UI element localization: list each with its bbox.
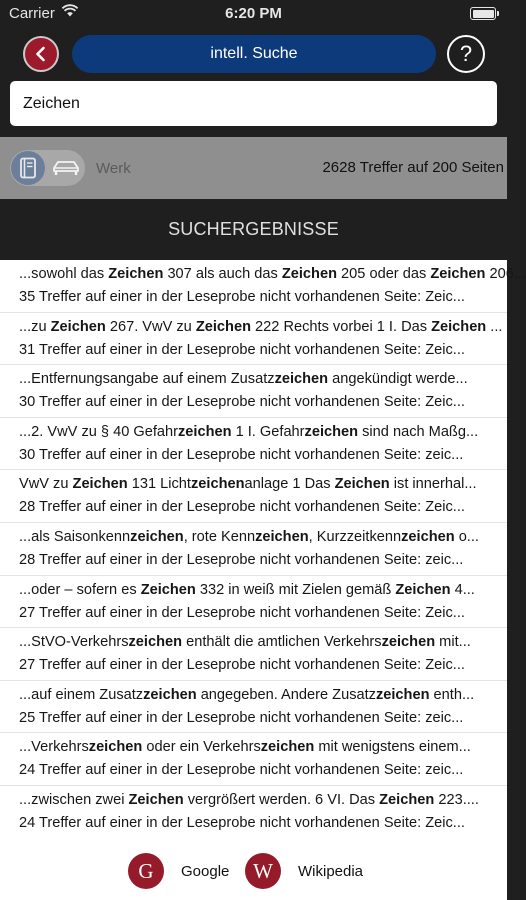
result-info: 27 Treffer auf einer in der Leseprobe nicht vorhandenen Seite: Zeic... <box>19 657 465 674</box>
snippet-text: 206... <box>485 266 526 282</box>
snippet-highlight: zeichen <box>130 528 184 545</box>
snippet-highlight: Zeichen <box>431 318 487 335</box>
result-snippet <box>19 789 489 812</box>
snippet-text: , Kurzzeitkenn <box>308 528 402 545</box>
snippet-text: ...zu <box>19 318 51 335</box>
snippet-highlight: Zeichen <box>334 476 390 493</box>
result-info: 30 Treffer auf einer in der Leseprobe nicht vorhandenen Seite: zeic... <box>19 446 464 463</box>
result-item[interactable] <box>0 365 507 418</box>
battery-icon <box>470 7 496 20</box>
snippet-highlight: zeichen <box>178 423 232 440</box>
snippet-text: 222 Rechts vorbei 1 I. Das <box>251 318 432 335</box>
search-mode-button[interactable] <box>72 35 436 73</box>
result-item[interactable] <box>0 313 507 366</box>
snippet-highlight: Zeichen <box>50 318 106 335</box>
hits-summary: 2628 Treffer auf 200 Seiten <box>322 159 504 176</box>
result-info: 31 Treffer auf einer in der Leseprobe nicht vorhandenen Seite: Zeic... <box>19 341 465 358</box>
footer <box>0 843 507 900</box>
wikipedia-label: Wikipedia <box>298 862 364 880</box>
snippet-text: 332 in weiß mit Zielen gemäß <box>195 581 396 598</box>
back-button[interactable] <box>23 36 59 72</box>
snippet-highlight: zeichen <box>255 528 309 545</box>
result-item[interactable] <box>0 418 507 471</box>
snippet-highlight: zeichen <box>304 423 359 440</box>
snippet-text: angegeben. Andere Zusatz <box>196 686 376 703</box>
snippet-highlight: Zeichen <box>395 581 451 598</box>
filter-bar <box>0 137 507 199</box>
snippet-text: ...2. VwV zu § 40 Gefahr <box>19 423 178 440</box>
result-info: 35 Treffer auf einer in der Leseprobe nicht vorhandenen Seite: Zeic... <box>19 289 465 305</box>
google-label: Google <box>181 862 230 880</box>
search-input[interactable] <box>10 81 497 126</box>
snippet-highlight: Zeichen <box>430 266 486 282</box>
snippet-text: VwV zu <box>19 476 73 493</box>
snippet-highlight: zeichen <box>274 371 329 388</box>
clock: 6:20 PM <box>225 5 282 22</box>
snippet-text: 131 Licht <box>127 476 191 493</box>
results-title: SUCHERGEBNISSE <box>0 199 507 260</box>
result-snippet <box>19 684 489 707</box>
snippet-text: ...sowohl das <box>19 266 109 282</box>
result-item[interactable] <box>0 733 507 786</box>
result-snippet <box>19 631 489 654</box>
snippet-text: 307 als auch das <box>163 266 282 282</box>
result-info: 28 Treffer auf einer in der Leseprobe nicht vorhandenen Seite: zeic... <box>19 551 464 568</box>
snippet-text: , rote Kenn <box>183 528 256 545</box>
snippet-text: vergrößert werden. 6 VI. Das <box>183 791 380 808</box>
result-item[interactable] <box>0 786 507 839</box>
result-info: 27 Treffer auf einer in der Leseprobe nicht vorhandenen Seite: Zeic... <box>19 604 465 621</box>
snippet-text: ...Entfernungsangabe auf einem Zusatz <box>19 371 275 388</box>
snippet-highlight: Zeichen <box>195 318 251 335</box>
snippet-highlight: Zeichen <box>72 476 128 493</box>
result-info: 25 Treffer auf einer in der Leseprobe nicht vorhandenen Seite: zeic... <box>19 709 464 726</box>
snippet-text: ...als Saisonkenn <box>19 528 131 545</box>
snippet-text: ... <box>486 318 503 335</box>
google-link[interactable] <box>128 853 229 889</box>
status-bar <box>0 0 507 28</box>
snippet-text: o... <box>454 528 479 545</box>
result-item[interactable] <box>0 576 507 629</box>
result-item[interactable] <box>0 260 526 313</box>
results-list <box>0 260 526 900</box>
snippet-highlight: zeichen <box>143 686 197 703</box>
result-snippet <box>19 526 489 549</box>
snippet-text: anlage 1 Das <box>244 476 335 493</box>
snippet-highlight: Zeichen <box>379 791 435 808</box>
snippet-highlight: Zeichen <box>281 266 337 282</box>
snippet-text: ...StVO-Verkehrs <box>19 634 129 651</box>
result-snippet <box>19 368 489 391</box>
snippet-highlight: zeichen <box>128 634 183 651</box>
snippet-text: ...zwischen zwei <box>19 791 129 808</box>
snippet-text: oder ein Verkehrs <box>142 739 261 756</box>
snippet-highlight: zeichen <box>381 634 436 651</box>
result-snippet <box>19 263 526 286</box>
snippet-highlight: zeichen <box>375 686 430 703</box>
snippet-highlight: Zeichen <box>140 581 196 598</box>
snippet-text: mit... <box>435 634 471 651</box>
result-item[interactable] <box>0 681 507 734</box>
search-mode-label: intell. Suche <box>210 45 298 62</box>
snippet-highlight: zeichen <box>88 739 143 756</box>
snippet-text: mit wenigstens einem... <box>314 739 471 756</box>
source-toggle[interactable] <box>10 150 85 186</box>
snippet-highlight: zeichen <box>260 739 315 756</box>
result-info: 24 Treffer auf einer in der Leseprobe nicht vorhandenen Seite: Zeic... <box>19 814 465 831</box>
result-item[interactable] <box>0 523 507 576</box>
snippet-text: ...oder – sofern es <box>19 581 141 598</box>
carrier-label: Carrier <box>9 5 55 22</box>
snippet-highlight: zeichen <box>190 476 245 493</box>
result-info: 24 Treffer auf einer in der Leseprobe nicht vorhandenen Seite: zeic... <box>19 762 464 779</box>
result-item[interactable] <box>0 470 507 523</box>
snippet-highlight: Zeichen <box>128 791 184 808</box>
snippet-text: 223.... <box>434 791 479 808</box>
result-snippet <box>19 421 489 444</box>
snippet-text: 4... <box>450 581 475 598</box>
wikipedia-link[interactable] <box>245 853 363 889</box>
snippet-highlight: Zeichen <box>108 266 164 282</box>
result-info: 28 Treffer auf einer in der Leseprobe nicht vorhandenen Seite: Zeic... <box>19 499 465 516</box>
result-snippet <box>19 473 489 496</box>
result-snippet <box>19 579 489 602</box>
snippet-text: 267. VwV zu <box>105 318 196 335</box>
result-item[interactable] <box>0 628 507 681</box>
snippet-text: 205 oder das <box>337 266 431 282</box>
question-icon: ? <box>459 41 473 66</box>
snippet-text: sind nach Maßg... <box>358 423 479 440</box>
chevron-left-icon <box>34 46 48 62</box>
snippet-text: ...auf einem Zusatz <box>19 686 144 703</box>
book-icon <box>11 151 45 185</box>
snippet-text: 1 I. Gefahr <box>231 423 305 440</box>
help-button[interactable] <box>447 35 485 73</box>
snippet-highlight: zeichen <box>401 528 455 545</box>
car-icon <box>50 156 82 180</box>
snippet-text: ist innerhal... <box>389 476 477 493</box>
snippet-text: ...Verkehrs <box>19 739 89 756</box>
snippet-text: enthält die amtlichen Verkehrs <box>182 634 382 651</box>
google-logo-icon: G <box>128 853 164 889</box>
wikipedia-logo-icon: W <box>245 853 281 889</box>
result-info: 30 Treffer auf einer in der Leseprobe nicht vorhandenen Seite: Zeic... <box>19 394 465 411</box>
snippet-text: angekündigt werde... <box>328 371 468 388</box>
result-snippet <box>19 316 503 339</box>
filter-label: Werk <box>96 160 131 177</box>
snippet-text: enth... <box>429 686 475 703</box>
result-snippet <box>19 736 489 759</box>
